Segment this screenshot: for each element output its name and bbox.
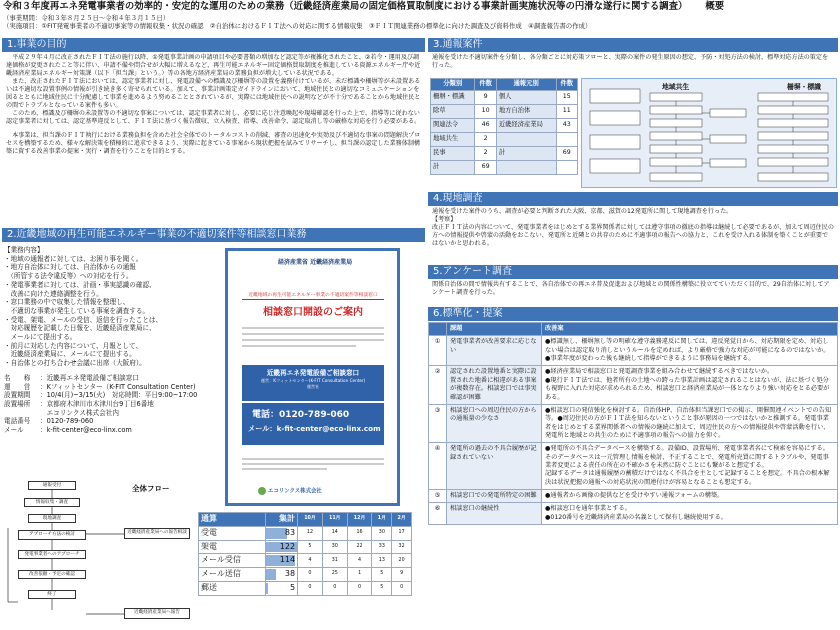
proposal-number: ⑤ (429, 490, 447, 503)
table-cell: 計 (431, 160, 475, 174)
column-header: 12月 (347, 513, 372, 527)
flyer-body-text (242, 323, 384, 363)
row-label: 郵送 (199, 581, 266, 595)
report-counts-table (430, 78, 578, 175)
proposal-row (429, 490, 838, 503)
table-cell (496, 132, 556, 146)
month-value: 5 (372, 581, 392, 595)
table-cell (496, 160, 556, 174)
row-total (266, 526, 298, 540)
table-row (199, 568, 412, 582)
info-row (4, 391, 219, 400)
section-site-survey (428, 192, 838, 250)
table-row (431, 132, 578, 146)
flyer-mail: メール：k-fit-center@eco-linx.com (248, 424, 381, 434)
total-value: 122 (279, 541, 296, 551)
month-value: 0 (322, 581, 347, 595)
consideration-tag: 【考察】 (432, 216, 457, 224)
info-key: 電話番号 (4, 417, 31, 426)
row-total (266, 581, 298, 595)
duty-item: ・地域の通報者に対しては、お困り事を聞く。 (4, 254, 143, 263)
column-header: 通報元別 (496, 79, 556, 91)
info-row (4, 417, 219, 426)
duty-item: 改善に向けた連絡調整を行う。 (4, 289, 103, 298)
duty-item: 不適切な事業が発生している事案を調査する。 (4, 306, 150, 315)
info-value: ：10/4(月)~3/15(火) 対応時間：平日9:00~17:00 (40, 391, 198, 400)
duties-title: 【業務内容】 (4, 246, 44, 254)
info-value: ：京都府木津川市木津川台9丁目6番地 (40, 399, 154, 408)
proposal-number: ③ (429, 404, 447, 442)
flyer-company: エコリンクス株式会社 (258, 487, 322, 496)
duties-block (4, 246, 219, 435)
flow-step: 現地調査 (28, 514, 76, 523)
column-header: 改善案 (542, 323, 838, 336)
column-header: 2月 (392, 513, 412, 527)
table-header-row (429, 323, 838, 336)
duty-item: 対応履歴を記載した日報を、近畿経済産業局に、 (4, 324, 156, 333)
flow-step: アプローチ方法の検討 (18, 530, 86, 540)
paragraph: 平成２９年４月に改正されたＦＩＴ法の施行以降、①発電事業計画の申請項目や必要書類の増加など認定等が複雑化されたこと、②若令・運用及び調達価格が変更されたこと等に伴い、申請不備や問合せが大幅に増えるなど、再生可能エネルギー固定価格買取制度を推進している資源エネルギー庁や近畿経済産業局エネルギー対策課（以下「担当課」という。）等の各地方経済産業局の業務負担が増大している状況である。 (6, 54, 421, 78)
proposal-row (429, 503, 838, 525)
table-cell: 69 (556, 146, 577, 160)
duty-item: ・窓口業務の中で収集した情報を整理し、 (4, 298, 130, 307)
flow-diagram-shapes (582, 79, 838, 189)
month-value: 5 (372, 568, 392, 582)
table-cell: 地域共生 (431, 132, 475, 146)
consultation-flyer (225, 248, 400, 506)
column-header: 集計 (266, 513, 298, 527)
info-key: 設置場所 (4, 399, 31, 408)
total-value: 38 (284, 569, 296, 579)
month-value: 22 (347, 540, 372, 554)
row-total (266, 540, 298, 554)
proposal-number: ④ (429, 443, 447, 490)
month-value: 0 (392, 581, 412, 595)
contact-stats (198, 512, 412, 596)
proposal-number: ⑥ (429, 503, 447, 525)
total-value: 83 (284, 527, 296, 537)
table-cell: 9 (475, 90, 496, 104)
info-value: エコリンクス株式会社内 (40, 408, 119, 417)
flyer-center-op: 運営：Kフィットセンター(K-FIT Consultation Center) (260, 377, 366, 383)
proposal-plan: ●経済産業局で相談窓口と発電調査事業を組み合わせて継続するべきではないか。 ●現行ＦＩＴ法では、他者所有の土地への跨った事業計画は認定されることはないが、法に基づく処分も視野に入れた対応が求められるため、相談窓口と経済産業局が一体となりより強い対応をとる必要がある。 (542, 366, 838, 404)
table-cell: 計 (496, 146, 556, 160)
month-value: 0 (298, 581, 323, 595)
section-heading: 5.アンケート調査 (428, 265, 838, 279)
flow-title-coexistence: 地域共生 (662, 83, 690, 91)
proposal-issue: 相談窓口の継続性 (447, 503, 542, 525)
column-header: 課題 (447, 323, 542, 336)
column-header: 11月 (322, 513, 347, 527)
flyer-frame (225, 248, 400, 506)
section-heading: 3.通報案件 (428, 38, 838, 52)
table-cell: 10 (475, 104, 496, 118)
proposal-plan: ●通報者から画像の提供などを受けやすい通報フォームの構築。 (542, 490, 838, 503)
column-header: 1月 (372, 513, 392, 527)
contact-stats-table (198, 512, 412, 596)
info-row (4, 400, 219, 409)
info-row (4, 409, 219, 418)
row-label: メール受信 (199, 554, 266, 568)
table-cell: 個人 (496, 90, 556, 104)
paragraph: 通報を受けた案件のうち、調査が必要と判断された大阪、京都、滋賀の12発電所に関して現地調査を行った。 (432, 208, 733, 215)
purpose-text (2, 52, 425, 158)
section-purpose (2, 38, 425, 158)
duty-item: 近畿経済産業局に、メールにて提出する。 (4, 350, 136, 359)
table-row (431, 104, 578, 118)
info-value: ：Kフィットセンター（K-FIT Consultation Center) (40, 382, 196, 391)
table-row (199, 526, 412, 540)
column-header (429, 323, 447, 336)
proposal-row (429, 336, 838, 366)
proposal-number: ① (429, 336, 447, 366)
flyer-footnote (242, 455, 384, 479)
flyer-title: 相談窓口開設のご案内 (263, 307, 363, 318)
paragraph: また、改正されたＦＩＴ法においては、認定事業者に対し、発電設備への標識及び柵塀等の設置を義務付けているが、未だ標識や柵塀等が未設置あるいは不適切な設置事例の情報が引き続き多く寄せられている。加えて、事業計画策定ガイドラインにおいて、地域住民との適切なコミュニケーションを図るとともに地域住民に十分配慮して事業を進めるよう努めることとされているが、実際には地域住民への説明などが不十分であることから地域住民との間でトラブルとなっている案件も多い。 (6, 78, 421, 110)
month-value: 17 (392, 526, 412, 540)
table-row (431, 146, 578, 160)
proposal-issue: 相談窓口への周辺住民の方からの通報量の少なさ (447, 404, 542, 442)
month-value: 32 (392, 540, 412, 554)
project-period: （事業期間：令和３年８月２５日～令和４年３月１５日） (3, 13, 170, 22)
column-header: 通算 (199, 513, 266, 527)
flow-step: 発電事業者へのアプローチ (18, 550, 86, 559)
row-label: 受電 (199, 526, 266, 540)
info-value: ：k-fit-center@eco-linx.com (40, 426, 132, 435)
month-value: 1 (347, 568, 372, 582)
info-key: 設置期間 (4, 391, 31, 400)
info-key: 名 称 (4, 373, 31, 382)
proposal-row (429, 404, 838, 442)
table-cell (556, 160, 577, 174)
table-row (199, 581, 412, 595)
flyer-center-banner (242, 365, 384, 401)
paragraph: 改正ＦＩＴ法の内容について、発電事業者をはじめとする業界関係者に対しては遵守事項の徹底の指導は継続して必要であるが、加えて周辺住民の方への情報提供や啓蒙の活動をおこない、発電所と近隣との共存のために不適事項の報告への協力と、これを受け入れる体制を築くことが重要ではないかと思われる。 (432, 224, 834, 248)
month-value: 31 (322, 554, 347, 568)
table-cell: 15 (556, 90, 577, 104)
window-info (4, 374, 219, 435)
total-bar (266, 583, 267, 594)
total-value: 5 (289, 582, 296, 592)
flyer-org: 経済産業省 近畿経済産業局 (278, 259, 353, 266)
flyer-tel: 電話：0120-789-060 (252, 410, 350, 420)
month-value: 0 (347, 581, 372, 595)
table-row (199, 554, 412, 568)
proposal-plan: ●相談窓口を通年事業とする。 ●0120番号を近畿経済産業局の名義として保有し継続使用する。 (542, 503, 838, 525)
month-value: 33 (372, 540, 392, 554)
proposal-number: ② (429, 366, 447, 404)
info-row (4, 374, 219, 383)
column-header: 件数 (475, 79, 496, 91)
info-value: ：0120-789-060 (40, 417, 94, 426)
column-header: 件数 (556, 79, 577, 91)
flow-title: 全体フロー (132, 484, 170, 493)
overall-flow (4, 478, 194, 626)
row-label: 架電 (199, 540, 266, 554)
column-header: 分類別 (431, 79, 475, 91)
flow-step: 終了 (28, 590, 76, 599)
month-value: 9 (392, 568, 412, 582)
table-cell: 近畿経済産業局 (496, 118, 556, 132)
proposals-table (428, 322, 838, 525)
flow-step: 改善依頼・予定の確認 (18, 570, 86, 579)
proposal-issue: 発電事業者が改善要求に応じない (447, 336, 542, 366)
section-reports (428, 38, 838, 72)
table-cell: 2 (475, 146, 496, 160)
questionnaire-text: 関係自治体の間で情報共有することで、各自治体での再エネ普及促進および地域との関係性構築に役立てていただく目的で、29自治体に対してアンケート調査を行った。 (432, 281, 830, 297)
section-heading: 1.事業の目的 (2, 38, 425, 52)
proposal-plan: ●標識無し、柵塀無し等の明確な遵守義務違反に関しては、違反発覚日から、対応期限を定め、対応しない場合は認定取り消しというルールを定めれば、より厳格で強力な対応が可能になるのではないか。 ●事業年度が変わった後も継続して指導ができるように事務局を継続する。 (542, 336, 838, 366)
proposal-plan: ●相談窓口の発信強化を検討する。自治体HP、自治体担当課窓口での掲示、開催関連イベントでの告知等。●周辺住民の方がＦＩＴ法を知らないということ事が原因の一つではないかと推測する。発電事業者をはじめとする業界関係者への情報の継続に加えて、周辺住民の方への情報提供や啓蒙活動を行い、発電所と地域との共生のために不適事項の報告への協力を仰ぐ。 (542, 404, 838, 442)
table-row (199, 540, 412, 554)
info-value: ：近畿再エネ発電設備ご相談窓口 (40, 373, 139, 382)
flow-title-fence-sign: 柵塀・標識 (787, 83, 821, 91)
duty-item: ・発電事業者に対しては、計画・事実認識の確認、 (4, 280, 156, 289)
flyer-lead: 近畿地域の再生可能エネルギー事業の不適切案件等相談窓口 (242, 293, 384, 300)
page-header (3, 1, 837, 31)
duty-item: メールにて提出する。 (4, 333, 77, 342)
row-total (266, 568, 298, 582)
month-value: 13 (372, 554, 392, 568)
duty-item: ・地方自治体に対しては、自治体からの通報 (4, 263, 136, 272)
info-key: メール (4, 426, 24, 435)
section-heading: 6.標準化・提案 (428, 307, 838, 321)
section-heading: 4.現地調査 (428, 192, 838, 206)
proposal-row (429, 366, 838, 404)
response-flow-diagrams (581, 78, 837, 188)
month-value: 12 (298, 526, 323, 540)
table-cell: 43 (556, 118, 577, 132)
duty-item: ・受電、架電、メールの受信、返信を行ったことは、 (4, 315, 163, 324)
duty-item: ・自治体との打ち合わせ会議に出席（大阪府）。 (4, 359, 146, 368)
table-cell: 民事 (431, 146, 475, 160)
table-row (431, 90, 578, 104)
section-heading: 2.近畿地域の再生可能エネルギー事業の不適切案件等相談窓口業務 (2, 228, 425, 242)
reports-intro: 通報を受けた不適切案件を分類し、各分類ごとに対応策フローと、実際の案件の発生原因の想定、予防・対処方法の検討、標準対応方法の策定を行った。 (432, 54, 829, 70)
flow-step: 近畿経済産業局へ報告 (124, 608, 190, 619)
table-cell: 11 (556, 104, 577, 118)
table-cell: 除草 (431, 104, 475, 118)
month-value: 25 (322, 568, 347, 582)
table-cell: 柵塀・標識 (431, 90, 475, 104)
flow-step: 近畿経済産業局への報告相談 (124, 528, 190, 539)
report-counts (430, 78, 578, 175)
month-value: 16 (347, 526, 372, 540)
proposal-issue: 相談窓口での発電所特定の困難 (447, 490, 542, 503)
duty-item: ・前月に対応した内容について、月報として、 (4, 341, 143, 350)
flow-step: 通報受付 (28, 481, 76, 490)
table-cell: 69 (475, 160, 496, 174)
table-header-row (199, 513, 412, 527)
column-header: 10月 (298, 513, 323, 527)
month-value: 4 (298, 554, 323, 568)
section-questionnaire (428, 265, 838, 299)
row-total (266, 554, 298, 568)
site-survey-text (428, 206, 838, 250)
section-consultation (2, 228, 425, 242)
info-row (4, 383, 219, 392)
page-title: 令和３年度再エネ発電事業者の効率的・安定的な運用のための業務（近畿経済産業局の固定価格買取制度における事業計画実施状況等の円滑な遂行に関する調査） 概要 (3, 1, 725, 12)
proposal-plan: ●発電所の不具合データベースを構築する。設備ID、設置場所、発電事業者名にて検索を容易にする。そのデータベースは一元管理し情報を検討、不正することで、発電所売買に関するトラブルや、発電事業者変更による責任の所在の不確かさを未然に防ぐことにも繋がると想定する。 記録するデータは通報履歴の蓄積だけではなく不具合を主として記録することを想定。不具合の根本解決は状況把握の通報への対応状況の関連付けが容易となることも想定する。 (542, 443, 838, 490)
table-row (431, 118, 578, 132)
table-cell: 46 (475, 118, 496, 132)
table-cell (556, 132, 577, 146)
table-row (431, 160, 578, 174)
duty-item: （所管する法令違反等）への対応を行う。 (4, 272, 133, 281)
proposal-row (429, 443, 838, 490)
flyer-center-sub: 運営社 (306, 383, 320, 389)
total-value: 114 (279, 555, 296, 565)
flyer-center-title: 近畿再エネ発電設備ご相談窓口 (266, 369, 360, 377)
month-value: 0 (298, 568, 323, 582)
table-cell: 2 (475, 132, 496, 146)
duties-list (4, 255, 219, 368)
project-items: （実施項目：①FIT発電事業者の不適切事案等の情報収集・状況の確認 ②自治体におけるＦＩＴ法への対応に関する情報収集 ③ＦＩＴ関連業務の標準化に向けた調査及び資料作成 ④調査報告書の作成） (3, 22, 592, 31)
flow-step: 情報収集・調査 (24, 498, 80, 507)
paragraph: 本事業は、担当課のＦＩＴ執行における業務負担を含めた社会全体でのトータルコストの削減、審査の迅速化や実効及び不適切な事案の問題解決プロセスを構築するため、様々な解決策を積極的に追求できるよう、実際に起きている事案から現状把握を試みてリサーチし、担当課の認定した業務体制構築に資する改善事業の提案・実行・調査を行うことを目的とする。 (6, 132, 421, 156)
month-value: 4 (347, 554, 372, 568)
month-value: 5 (298, 540, 323, 554)
table-cell: 地方自治体 (496, 104, 556, 118)
flyer-contact-box (242, 403, 384, 445)
paragraph: このため、標識及び柵塀の未設置等の不適切な事案については、認定事業者に対し、必要に応じ注意喚起や現場確認を行った上で、指導等に従わない認定事業者に対しては、認定基準違反として、ＦＩＴ法に基づく報告徴収、立入検査、指導、改善命令、認定取消し等の厳格な対応を行う必要がある。 (6, 110, 421, 126)
proposal-issue: 発電所の過去の不具合履歴が記録されていない (447, 443, 542, 490)
section-standardization (428, 307, 838, 525)
proposal-issue: 認定された設置地番と実際に設置された地番に相違がある事案が複数存在。相談窓口では事実確認が困難 (447, 366, 542, 404)
total-bar (266, 569, 276, 580)
month-value: 14 (322, 526, 347, 540)
month-value: 30 (372, 526, 392, 540)
info-key: 運 営 (4, 382, 31, 391)
company-logo-icon (258, 487, 266, 495)
month-value: 30 (322, 540, 347, 554)
month-value: 20 (392, 554, 412, 568)
info-row (4, 426, 219, 435)
table-header-row (431, 79, 578, 91)
row-label: メール送信 (199, 568, 266, 582)
table-cell: 関連法令 (431, 118, 475, 132)
